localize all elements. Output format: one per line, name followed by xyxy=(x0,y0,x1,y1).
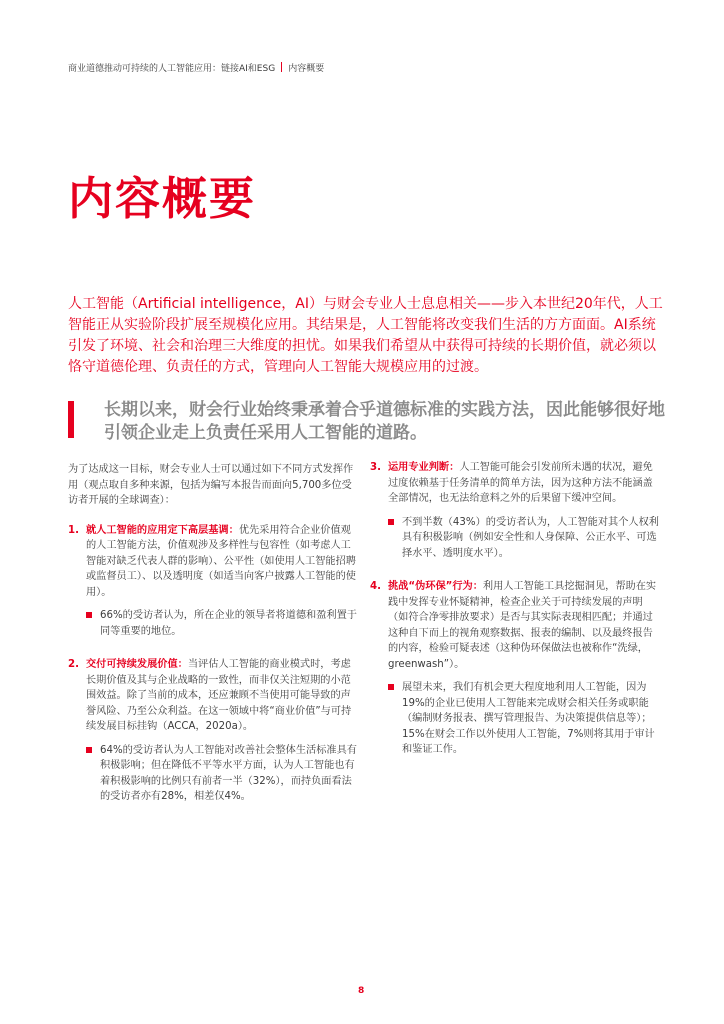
stat-bullet xyxy=(86,743,358,805)
stat-bullet-text: 展望未来，我们有机会更大程度地利用人工智能，因为19%的企业已使用人工智能来完成财会相关任务或职能（编制财务报表、撰写管理报告、为决策提供信息等）；15%在财会工作以外使用人工智能，7%则将其用于审计和鉴证工作。 xyxy=(402,682,655,755)
list-item xyxy=(370,579,660,758)
stat-bullet-text: 66%的受访者认为，所在企业的领导者将道德和盈利置于同等重要的地位。 xyxy=(100,610,357,637)
quote-accent-bar xyxy=(68,401,74,438)
stat-bullet-text: 不到半数（43%）的受访者认为，人工智能对其个人权利具有积极影响（例如安全性和人身保障、公正水平、可选择水平、透明度水平）。 xyxy=(402,516,659,559)
bullet-square-icon xyxy=(388,684,394,690)
item-text xyxy=(86,523,358,601)
stat-bullet xyxy=(388,680,660,758)
stat-bullet-text: 64%的受访者认为人工智能对改善社会整体生活标准具有积极影响；但在降低不平等水平方面，认为人工智能也有着积极影响的比例只有前者一半（32%），而持负面看法的受访者亦有28%，相差仅4%。 xyxy=(100,744,357,802)
item-text xyxy=(86,657,358,735)
item-number: 4. xyxy=(370,581,381,592)
item-number: 3. xyxy=(370,462,381,473)
item-description: 利用人工智能工具挖掘洞见，帮助在实践中发挥专业怀疑精神，检查企业关于可持续发展的声明（如符合净零排放要求）是否与其实际表现相匹配；并通过这种自下而上的视角观察数据、报表的编制、以及最终报告的内容，检验可疑表述（这种伪环保做法也被称作“洗绿，greenwash”）。 xyxy=(388,581,657,670)
item-keyword: 交付可持续发展价值： xyxy=(86,659,188,670)
item-text xyxy=(388,579,660,672)
item-keyword: 就人工智能的应用定下高层基调： xyxy=(86,524,239,536)
stat-bullet xyxy=(86,608,358,639)
item-number: 2. xyxy=(68,659,79,670)
item-description: 人工智能可能会引发前所未遇的状况，避免过度依赖基于任务清单的简单方法，因为这种方法不能涵盖全部情况，也无法给意料之外的后果留下缓冲空间。 xyxy=(388,462,653,504)
left-column xyxy=(68,462,358,805)
item-text xyxy=(388,460,660,507)
list-item xyxy=(68,523,358,640)
bullet-square-icon xyxy=(388,519,394,525)
header-divider xyxy=(281,62,282,72)
page-number: 8 xyxy=(358,986,365,996)
right-column xyxy=(370,460,660,758)
item-keyword: 挑战“伪环保”行为： xyxy=(388,581,483,592)
intro-paragraph: 人工智能（Artificial intelligence，AI）与财会专业人士息息相关——步入本世纪20年代，人工智能正从实验阶段扩展至规模化应用。其结果是，人工智能将改变我们生活的方方面面。AI系统引发了环境、社会和治理三大维度的担忧。如果我们希望从中获得可持续的长期价值，就必须以恪守道德伦理、负责任的方式，管理向人工智能大规模应用的过渡。 xyxy=(68,296,663,375)
item-description: 当评估人工智能的商业模式时，考虑长期价值及其与企业战略的一致性，而非仅关注短期的小范围效益。除了当前的成本，还应兼顾不当使用可能导致的声誉风险、乃至公众利益。在这一领域中将“商业价值”与可持续发展目标挂钩（ACCA，2020a）。 xyxy=(86,659,352,732)
bullet-square-icon xyxy=(86,747,92,753)
header-breadcrumb: 商业道德推动可持续的人工智能应用：链接AI和ESG xyxy=(68,64,276,74)
page-title: 内容概要 xyxy=(68,172,257,225)
item-number: 1. xyxy=(68,524,79,536)
header-section: 内容概要 xyxy=(288,64,325,74)
stat-bullet xyxy=(388,515,660,562)
pull-quote: 长期以来，财会行业始终秉承着合乎道德标准的实践方法，因此能够很好地引领企业走上负责任采用人工智能的道路。 xyxy=(104,400,665,443)
item-keyword: 运用专业判断： xyxy=(388,462,460,473)
item-description: 优先采用符合企业价值观的人工智能方法，价值观涉及多样性与包容性（如考虑人工智能对缺乏代表人群的影响）、公平性（如使用人工智能招聘或监督员工）、以及透明度（如适当向客户披露人工智能的使用）。 xyxy=(86,524,356,598)
list-item xyxy=(370,460,660,561)
list-item xyxy=(68,657,358,805)
bullet-square-icon xyxy=(86,612,92,618)
running-header xyxy=(68,61,324,74)
lead-paragraph: 为了达成这一目标，财会专业人士可以通过如下不同方式发挥作用（观点取自多种来源，包括为编写本报告而面向5,700多位受访者开展的全球调查）： xyxy=(68,464,354,506)
